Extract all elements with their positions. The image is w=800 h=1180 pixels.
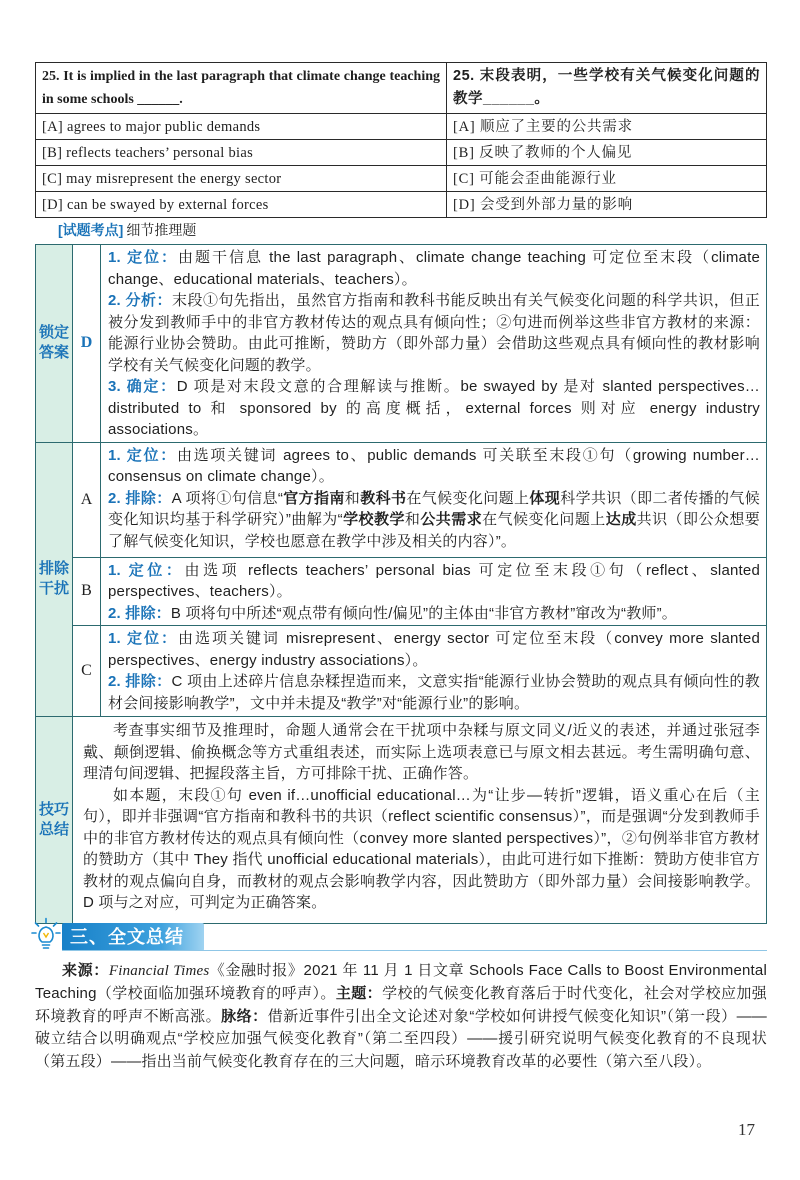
question-stem-row bbox=[36, 63, 767, 114]
point-label: 1. 定位： bbox=[108, 446, 177, 464]
point-text: 由选项 reflects teachers’ personal bias 可定位至末段①句（reflect、slanted perspectives、teachers）。 bbox=[108, 561, 760, 600]
point-text: C 项由上述碎片信息杂糅捏造而来，文意实指“能源行业协会赞助的观点具有倾向性的教材会间接影响教学”，文中并未提及“教学”对“能源行业”的影响。 bbox=[108, 673, 760, 712]
page-number: 17 bbox=[738, 1120, 755, 1139]
test-point-type: 细节推理题 bbox=[126, 222, 197, 238]
theme-text: 学校的气候变化教育落后于时代变化，社会对学校应加强环境教育的呼声不断高涨。 bbox=[35, 984, 767, 1025]
analysis-table bbox=[35, 244, 767, 924]
point-label: 1. 定位： bbox=[108, 630, 179, 647]
option-c-en: [C] may misrepresent the energy sector bbox=[36, 166, 447, 192]
context-label: 脉络： bbox=[221, 1007, 268, 1025]
label-line: 技巧 bbox=[38, 801, 69, 818]
exclude-label bbox=[36, 442, 73, 717]
source-publication: Financial Times bbox=[108, 963, 210, 979]
point-label: 2. 排除： bbox=[108, 604, 171, 622]
text-run: A 项将①句信息“ bbox=[171, 489, 284, 507]
option-b-zh: [B] 反映了教师的个人偏见 bbox=[447, 140, 767, 166]
summary-paragraph bbox=[35, 960, 767, 1074]
text-run: 科学共识（即二者传播的气候变化知识均基于科学研究）”曲解为“ bbox=[108, 489, 761, 528]
analysis-point bbox=[108, 671, 760, 714]
option-d-zh: [D] 会受到外部力量的影响 bbox=[447, 192, 767, 218]
exclude-a-content bbox=[101, 442, 767, 557]
lightbulb-icon bbox=[31, 917, 61, 951]
section-heading: 三、全文总结 bbox=[62, 923, 204, 951]
label-line: 总结 bbox=[38, 821, 69, 838]
analysis-point bbox=[108, 560, 760, 603]
tips-row bbox=[36, 717, 767, 924]
text-run: 和 bbox=[404, 511, 421, 528]
text-run-bold: 学校教学 bbox=[342, 511, 405, 528]
tips-paragraph: 考查事实细节及推理时，命题人通常会在干扰项中杂糅与原文同义/近义的表述，并通过张冠李戴、颠倒逻辑、偷换概念等方式重组表述，而实际上选项表意已与原文相去甚远。考生需明确句意、理清句间逻辑、把握段落主旨，方可排除干扰、正确作答。 bbox=[83, 722, 760, 782]
point-text: 由题干信息 the last paragraph、climate change teaching 可定位至末段（climate change、educational materials、teachers）。 bbox=[108, 249, 760, 288]
point-label: 2. 分析： bbox=[108, 292, 172, 309]
answer-letter: D bbox=[73, 245, 101, 443]
lock-answer-row bbox=[36, 245, 767, 443]
option-letter-c: C bbox=[73, 626, 101, 717]
section-divider bbox=[62, 950, 767, 951]
text-run-bold: 官方指南 bbox=[283, 489, 345, 507]
point-text: 由选项关键词 misrepresent、energy sector 可定位至末段（convey more slanted perspectives、energy industry associations）。 bbox=[108, 630, 760, 669]
tips-content bbox=[73, 717, 767, 924]
text-run-bold: 教科书 bbox=[360, 489, 407, 507]
summary-block bbox=[35, 960, 767, 1074]
text-run: 在气候变化问题上 bbox=[482, 511, 606, 528]
point-label: 2. 排除： bbox=[108, 673, 172, 690]
option-a-zh: [A] 顺应了主要的公共需求 bbox=[447, 114, 767, 140]
text-run: 和 bbox=[344, 489, 361, 507]
test-point bbox=[58, 221, 196, 239]
exclude-c-content bbox=[101, 626, 767, 717]
theme-label: 主题： bbox=[335, 984, 383, 1002]
text-run-bold: 达成 bbox=[605, 511, 637, 528]
analysis-point bbox=[108, 628, 760, 671]
analysis-point bbox=[108, 247, 760, 290]
point-label: 2. 排除： bbox=[108, 489, 172, 507]
lock-answer-label bbox=[36, 245, 73, 443]
analysis-point bbox=[108, 376, 760, 441]
test-point-tag: [试题考点] bbox=[58, 222, 124, 238]
source-text: 《金融时报》2021 年 11 月 1 日文章 Schools Face Calls to Boost Environmental Teaching（学校面临加强环境教育的呼声）。 bbox=[35, 962, 767, 1002]
point-text: B 项将句中所述“观点带有倾向性/偏见”的主体由“非官方教材”窜改为“教师”。 bbox=[170, 604, 678, 622]
option-a-en: [A] agrees to major public demands bbox=[36, 114, 447, 140]
text-run: 共识（即公众想要了解气候变化知识，学校也愿意在教学中涉及相关的内容）”。 bbox=[108, 511, 760, 550]
question-table bbox=[35, 62, 767, 218]
text-run: 在气候变化问题上 bbox=[406, 489, 530, 507]
point-text: 由选项关键词 agrees to、public demands 可关联至末段①句（growing number… consensus on climate change）。 bbox=[108, 446, 760, 485]
label-line: 干扰 bbox=[38, 580, 69, 598]
point-label: 3. 确定： bbox=[108, 378, 177, 395]
option-b-en: [B] reflects teachers’ personal bias bbox=[36, 140, 447, 166]
option-row-d bbox=[36, 192, 767, 218]
tips-paragraph: 如本题，末段①句 even if…unofficial educational…为“让步—转折”逻辑，语义重心在后（主句），即并非强调“官方指南和教科书的共识（reflect scientific consensus）”，而是强调“分发到教师手中的非官方教材传达的观点具有倾向性（convey more slanted perspectives）”，②句例举非官方教材的赞助方（其中 They 指代 unofficial educational materials），由此可进行如下推断：赞助方使非官方教材的观点偏向自身，而教材的观点会影响教学内容，因此赞助方（即外部力量）会间接影响教学。D 项与之对应，可判定为正确答案。 bbox=[83, 786, 760, 911]
point-text: D 项是对末段文意的合理解读与推断。be swayed by 是对 slanted perspectives… distributed to 和 sponsored by 的高度概括，external forces 则对应 energy industry associations。 bbox=[108, 378, 760, 438]
option-row-b bbox=[36, 140, 767, 166]
question-stem-en: 25. It is implied in the last paragraph that climate change teaching in some schools ______. bbox=[36, 63, 447, 114]
label-line: 排除 bbox=[38, 560, 69, 578]
label-line: 答案 bbox=[38, 344, 69, 362]
lock-answer-content bbox=[101, 245, 767, 443]
option-letter-a: A bbox=[73, 442, 101, 557]
option-letter-b: B bbox=[73, 557, 101, 626]
option-d-en: [D] can be swayed by external forces bbox=[36, 192, 447, 218]
analysis-point bbox=[108, 488, 760, 553]
point-label: 1. 定位： bbox=[108, 561, 185, 579]
tips-label bbox=[36, 717, 73, 924]
exclude-b-content bbox=[101, 557, 767, 626]
exclude-row-b bbox=[36, 557, 767, 626]
text-run-bold: 体现 bbox=[529, 489, 561, 507]
analysis-point bbox=[108, 290, 760, 376]
option-row-c bbox=[36, 166, 767, 192]
label-line: 锁定 bbox=[38, 324, 69, 342]
text-run-bold: 公共需求 bbox=[420, 511, 483, 528]
exclude-row-c bbox=[36, 626, 767, 717]
point-label: 1. 定位： bbox=[108, 249, 179, 266]
exclude-row-a bbox=[36, 442, 767, 557]
analysis-point bbox=[108, 445, 760, 488]
question-stem-zh: 25. 末段表明，一些学校有关气候变化问题的教学______。 bbox=[447, 63, 767, 114]
source-label: 来源： bbox=[62, 962, 109, 979]
analysis-point bbox=[108, 603, 760, 625]
context-text: 借新近事件引出全文论述对象“学校如何讲授气候变化知识”（第一段）——破立结合以明确观点“学校应加强气候变化教育”（第二至四段）——援引研究说明气候变化教育的不良现状（第五段）——指出当前气候变化教育存在的三大问题，暗示环境教育改革的必要性（第六至八段）。 bbox=[35, 1007, 767, 1071]
option-c-zh: [C] 可能会歪曲能源行业 bbox=[447, 166, 767, 192]
option-row-a bbox=[36, 114, 767, 140]
point-text: 末段①句先指出，虽然官方指南和教科书能反映出有关气候变化问题的科学共识，但正被分发到教师手中的非官方教材传达的观点具有倾向性；②句进而例举这些非官方教材的来源：能源行业协会赞助。由此可推断，赞助方（即外部力量）会借助这些观点具有倾向性的教材影响学校有关气候变化问题的教学。 bbox=[108, 292, 760, 374]
